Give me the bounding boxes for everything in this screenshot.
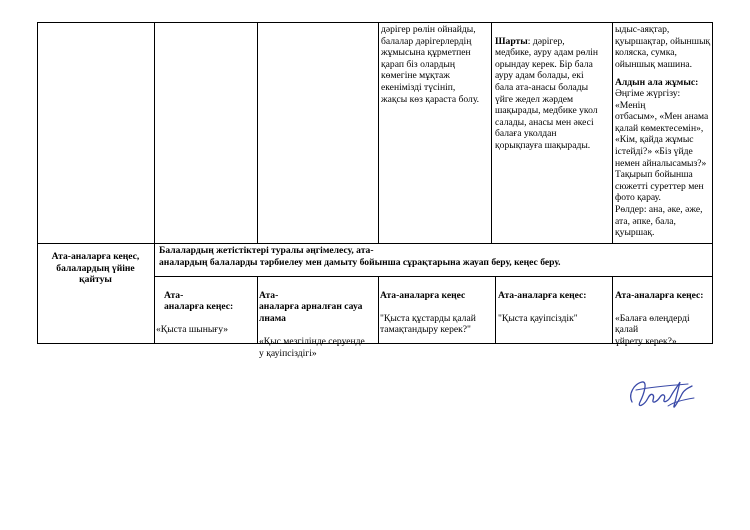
consultation-cell-1-label: Ата- аналарға кеңес: xyxy=(164,289,234,313)
consultation-cell-5 xyxy=(615,278,712,359)
consultation-cell-2 xyxy=(259,278,378,371)
subrow-divider xyxy=(154,276,713,277)
schedule-table xyxy=(37,22,713,359)
consultation-cell-2-label: Ата- аналарға арналған сауа лнама xyxy=(259,289,363,324)
consultation-cell-1-text: «Қыста шынығу» xyxy=(156,324,229,336)
sub-col-divider-4 xyxy=(612,276,613,344)
col-divider-1 xyxy=(154,22,155,344)
conditions-label: Шарты xyxy=(495,35,528,47)
preliminary-work-text: Әңгіме жүргізу: «Менің отбасым», «Мен анама қалай көмектесемін», «Кім, қайда жұмыс істейді?» «Біз үйде немен айналысамыз?» Тақырып бойынша сюжетті суреттер мен фото қарау. Рөлдер: ана, әке, әже, ата, әпке, бала, қуыршақ. xyxy=(615,88,709,239)
col-divider-4 xyxy=(491,22,492,244)
sub-col-divider-1 xyxy=(257,276,258,344)
role-play-goal-text: дәрігер рөлін ойнайды, балалар дәрігерлердің жұмысына құрметпен қарап біз олардың көмегіне мұқтаж екенімізді түсініп, жақсы көз қараста болу. xyxy=(381,24,480,105)
preliminary-work-label: Алдын ала жұмыс: xyxy=(615,77,699,88)
equipment-text: ыдыс-аяқтар, қуыршақтар, ойыншық коляска, сумка, ойыншық машина. xyxy=(615,24,711,70)
sub-col-divider-3 xyxy=(495,276,496,344)
parents-consultation-header: Ата-аналарға кеңес, балалардың үйіне қайтуы xyxy=(51,251,140,286)
consultation-cell-1 xyxy=(156,278,256,348)
consultation-cell-4 xyxy=(498,278,612,336)
col-divider-2 xyxy=(257,22,258,244)
consultation-cell-4-label: Ата-аналарға кеңес: xyxy=(498,289,587,301)
col-divider-3 xyxy=(378,22,379,244)
consultation-cell-5-text: «Балаға өлеңдерді қалай үйрету керек?» xyxy=(615,312,690,347)
table-border-left xyxy=(37,22,38,344)
parents-conversation-text: Балалардың жетістіктері туралы әңгімелесу, ата- аналардың балаларды тәрбиелеу мен дамыту бойынша сұрақтарына жауап беру, кеңес беру. xyxy=(159,245,561,268)
consultation-cell-4-text: "Қыста қауіпсіздік" xyxy=(498,312,578,324)
table-border-right xyxy=(712,22,713,344)
role-play-conditions xyxy=(495,24,613,152)
signature xyxy=(622,372,702,416)
conditions-text: : дәрігер, медбике, ауру адам рөлін орындау керек. Бір бала ауру адам болады, екі бала ата-анасы болады үйге жедел жәрдем шақырады, медбике укол салады, анасы мен әкесі балаға уколдан қорықпауға шақырады. xyxy=(495,35,599,151)
consultation-cell-2-text: «Қыс мезгілінде серуенде у қауіпсіздігі» xyxy=(259,335,365,359)
consultation-cell-3-text: "Қыста құстарды қалай тамақтандыру керек?" xyxy=(380,312,476,336)
consultation-cell-3-label: Ата-аналарға кеңес xyxy=(380,289,466,301)
consultation-cell-3 xyxy=(380,278,495,348)
consultation-cell-5-label: Ата-аналарға кеңес: xyxy=(615,289,704,301)
sub-col-divider-2 xyxy=(378,276,379,344)
